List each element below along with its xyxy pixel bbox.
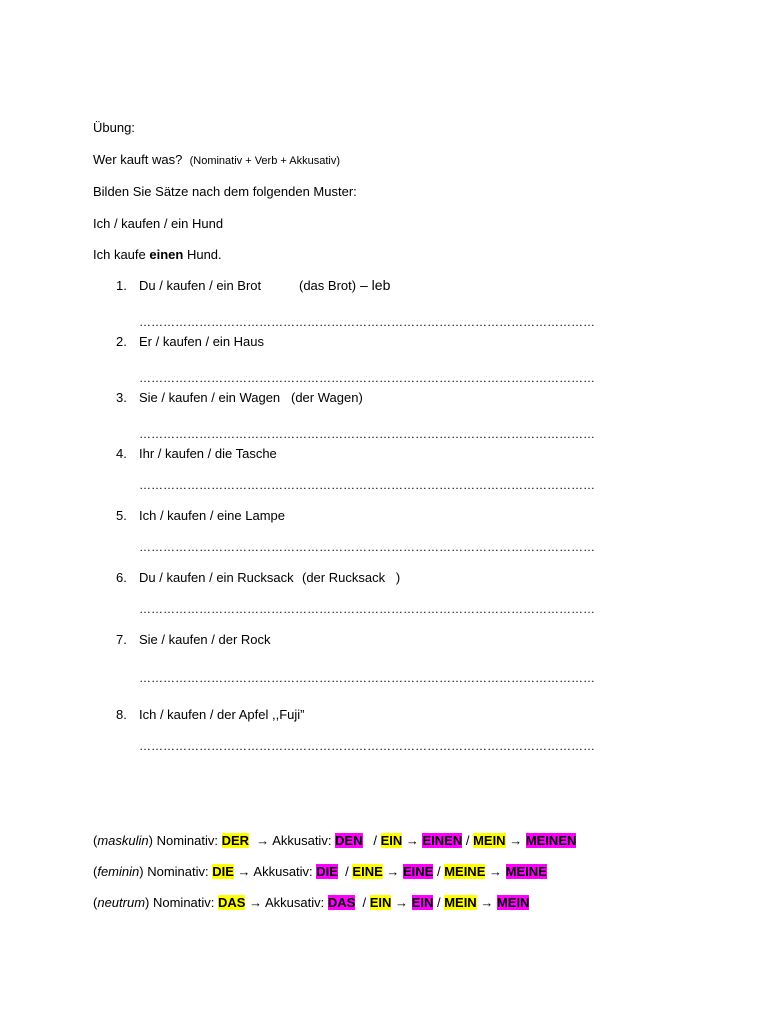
exercise-number: 8.	[116, 707, 127, 722]
exercise-number: 4.	[116, 446, 127, 461]
exercise-note: (der Wagen)	[291, 390, 363, 405]
exercise-number: 3.	[116, 390, 127, 405]
indef-article-akk: EINEN	[422, 833, 463, 848]
title-main: Wer kauft was?	[93, 152, 183, 167]
indef-article-akk: EINE	[403, 864, 434, 879]
gender-label: neutrum	[97, 895, 146, 910]
arrow-icon: →	[509, 833, 523, 848]
answer-line[interactable]: ……………………………………………………………………………………………………	[139, 739, 595, 753]
gender-label: maskulin	[97, 833, 149, 848]
answer-line[interactable]: ……………………………………………………………………………………………………	[139, 540, 595, 554]
arrow-icon: →	[480, 895, 494, 910]
exercise-text: Ich / kaufen / der Apfel ,,Fuji”	[139, 707, 305, 722]
example-answer-post: Hund.	[183, 247, 222, 262]
indef-article: EIN	[380, 833, 403, 848]
example-answer-pre: Ich kaufe	[93, 247, 150, 262]
akkusativ-article: DEN	[335, 833, 363, 848]
exercise-note: (das Brot)	[299, 278, 357, 293]
example-prompt: Ich / kaufen / ein Hund	[93, 216, 224, 231]
exercise-text: Ihr / kaufen / die Tasche	[139, 446, 277, 461]
indef-article: EINE	[352, 864, 383, 879]
title-sub: (Nominativ + Verb + Akkusativ)	[189, 155, 340, 167]
exercise-note: (der Rucksack )	[302, 570, 401, 585]
grammar-row-maskulin: (maskulin) Nominativ: DER → Akkusativ: DEN / EIN → EINEN / MEIN → MEINEN	[93, 833, 577, 848]
instruction: Bilden Sie Sätze nach dem folgenden Muster:	[93, 184, 357, 199]
exercise-number: 2.	[116, 334, 127, 349]
akkusativ-article: DAS	[327, 895, 356, 910]
possessive-akk: MEINE	[505, 864, 547, 879]
example-answer-bold: einen	[149, 247, 184, 262]
akkusativ-article: DIE	[316, 864, 338, 879]
indef-article: EIN	[369, 895, 392, 910]
arrow-icon: →	[395, 895, 409, 910]
heading: Übung:	[93, 120, 135, 135]
possessive: MEIN	[473, 833, 506, 848]
answer-line[interactable]: ……………………………………………………………………………………………………	[139, 602, 595, 616]
answer-line[interactable]: ……………………………………………………………………………………………………	[139, 371, 595, 385]
exercise-text: Ich / kaufen / eine Lampe	[139, 508, 285, 523]
possessive: MEINE	[444, 864, 486, 879]
arrow-icon: →	[405, 833, 419, 848]
arrow-icon: →	[256, 833, 270, 848]
exercise-extra: – leb	[360, 277, 391, 293]
exercise-number: 5.	[116, 508, 127, 523]
nominativ-article: DER	[221, 833, 250, 848]
exercise-number: 1.	[116, 278, 127, 293]
indef-article-akk: EIN	[411, 895, 434, 910]
answer-line[interactable]: ……………………………………………………………………………………………………	[139, 478, 595, 492]
possessive-akk: MEINEN	[525, 833, 577, 848]
exercise-number: 6.	[116, 570, 127, 585]
exercise-text: Sie / kaufen / ein Wagen	[139, 390, 281, 405]
possessive-akk: MEIN	[496, 895, 530, 910]
exercise-text: Er / kaufen / ein Haus	[139, 334, 265, 349]
nominativ-article: DAS	[218, 895, 246, 910]
arrow-icon: →	[249, 895, 263, 910]
arrow-icon: →	[488, 864, 502, 879]
exercise-number: 7.	[116, 632, 127, 647]
answer-line[interactable]: ……………………………………………………………………………………………………	[139, 671, 595, 685]
exercise-text: Du / kaufen / ein Rucksack	[139, 570, 294, 585]
answer-line[interactable]: ……………………………………………………………………………………………………	[139, 315, 595, 329]
arrow-icon: →	[237, 864, 251, 879]
exercise-text: Sie / kaufen / der Rock	[139, 632, 271, 647]
nominativ-article: DIE	[212, 864, 234, 879]
exercise-text: Du / kaufen / ein Brot	[139, 278, 262, 293]
possessive: MEIN	[444, 895, 477, 910]
title-line	[93, 152, 340, 168]
grammar-row-neutrum: (neutrum) Nominativ: DAS → Akkusativ: DAS / EIN → EIN / MEIN → MEIN	[93, 895, 530, 910]
grammar-row-feminin: (feminin) Nominativ: DIE → Akkusativ: DIE / EINE → EINE / MEINE → MEINE	[93, 864, 547, 879]
arrow-icon: →	[386, 864, 400, 879]
gender-label: feminin	[97, 864, 140, 879]
answer-line[interactable]: ……………………………………………………………………………………………………	[139, 427, 595, 441]
example-answer	[93, 247, 222, 263]
